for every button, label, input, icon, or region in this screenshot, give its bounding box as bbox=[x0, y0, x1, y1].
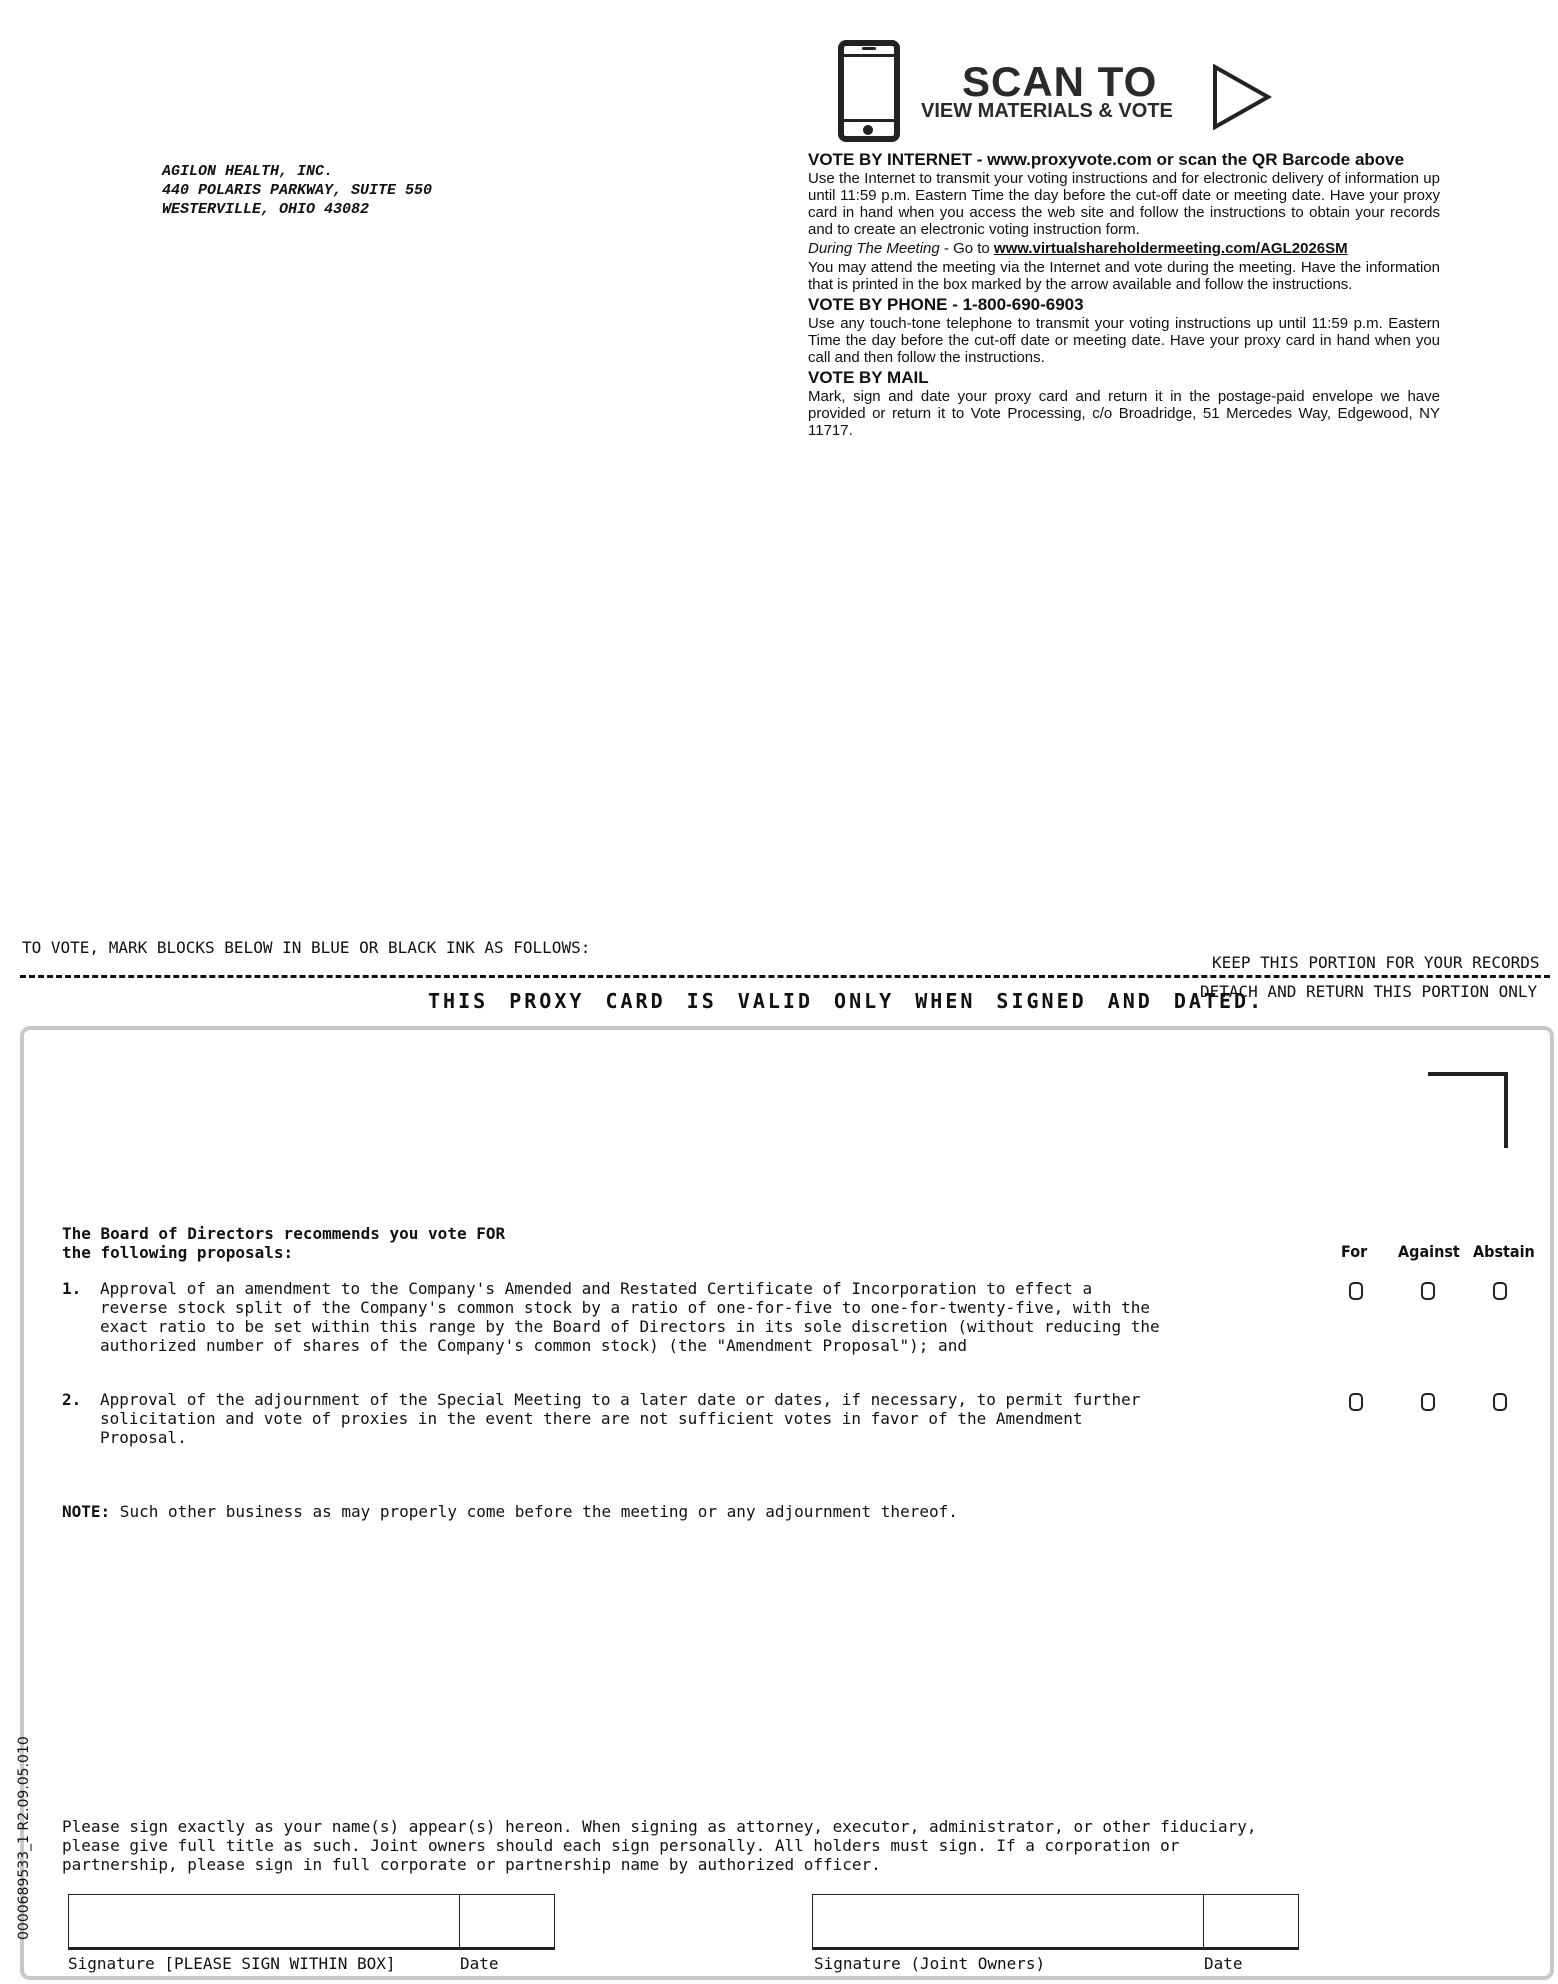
proposal-line: authorized number of shares of the Company's common stock) (the "Amendment Proposal"); and bbox=[100, 1336, 967, 1355]
proposal-1-abstain-checkbox[interactable] bbox=[1493, 1282, 1507, 1300]
proposal-line: reverse stock split of the Company's common stock by a ratio of one-for-five to one-for-twenty-five, with the bbox=[100, 1298, 1150, 1317]
company-address-line2: WESTERVILLE, OHIO 43082 bbox=[162, 201, 370, 218]
vote-internet-text: Use the Internet to transmit your voting instructions and for electronic delivery of information up until 11:59 p.m. Eastern Time the day before the cut-off date or meeting date. Have your proxy card in hand when you access the web site and follow the instructions to obtain your records and to create an electronic voting instruction form. bbox=[808, 170, 1440, 238]
meeting-goto: - Go to bbox=[939, 240, 994, 257]
note-label: NOTE: bbox=[62, 1502, 111, 1521]
vote-meeting-text: You may attend the meeting via the Internet and vote during the meeting. Have the information that is printed in the box marked by the arrow available and follow the instructions. bbox=[808, 259, 1440, 293]
signature-box[interactable] bbox=[68, 1894, 460, 1950]
proposal-1-against-checkbox[interactable] bbox=[1421, 1282, 1435, 1300]
board-line-1: The Board of Directors recommends you vote FOR bbox=[62, 1224, 506, 1243]
joint-signature-box[interactable] bbox=[812, 1894, 1204, 1950]
joint-date-label: Date bbox=[1204, 1954, 1243, 1973]
proposal-2-against-checkbox[interactable] bbox=[1421, 1393, 1435, 1411]
vote-phone-heading: VOTE BY PHONE - 1-800-690-6903 bbox=[808, 295, 1084, 314]
phone-icon bbox=[838, 40, 900, 142]
detach-line bbox=[20, 975, 1550, 978]
side-control-code: 0000689533_1 R2.09.05.010 bbox=[16, 1736, 32, 1940]
company-address-line1: 440 POLARIS PARKWAY, SUITE 550 bbox=[162, 182, 433, 199]
proposal-number: 1. bbox=[62, 1279, 82, 1298]
signature-date-label: Date bbox=[460, 1954, 499, 1973]
proposal-line: Approval of the adjournment of the Special Meeting to a later date or dates, if necessary, to permit further bbox=[100, 1390, 1141, 1409]
meeting-prefix: During The Meeting bbox=[808, 240, 940, 257]
voting-instructions bbox=[808, 150, 1440, 441]
signature-label: Signature [PLEASE SIGN WITHIN BOX] bbox=[68, 1954, 396, 1973]
to-vote-instruction: TO VOTE, MARK BLOCKS BELOW IN BLUE OR BLACK INK AS FOLLOWS: bbox=[22, 938, 591, 957]
vote-phone-text: Use any touch-tone telephone to transmit your voting instructions up until 11:59 p.m. Eastern Time the day before the cut-off date or meeting date. Have your proxy card in hand when you call and then follow the instructions. bbox=[808, 315, 1440, 366]
note bbox=[62, 1502, 958, 1521]
proposal-1-for-checkbox[interactable] bbox=[1349, 1282, 1363, 1300]
vote-mail-text: Mark, sign and date your proxy card and return it in the postage-paid envelope we have provided or return it to Vote Processing, c/o Broadridge, 51 Mercedes Way, Edgewood, NY 11717. bbox=[808, 388, 1440, 439]
proposal-1 bbox=[62, 1279, 1162, 1355]
board-line-2: the following proposals: bbox=[62, 1243, 294, 1262]
proposal-line: Approval of an amendment to the Company's Amended and Restated Certificate of Incorporation to effect a bbox=[100, 1279, 1093, 1298]
detach-portion-label: DETACH AND RETURN THIS PORTION ONLY bbox=[1200, 982, 1538, 1001]
company-name: AGILON HEALTH, INC. bbox=[162, 163, 334, 180]
proxy-validity-notice: THIS PROXY CARD IS VALID ONLY WHEN SIGNED AND DATED. bbox=[428, 989, 1265, 1013]
board-recommendation bbox=[62, 1224, 505, 1262]
meeting-url-link[interactable]: www.virtualshareholdermeeting.com/AGL2026SM bbox=[993, 240, 1348, 257]
vote-mail-heading: VOTE BY MAIL bbox=[808, 368, 929, 387]
vote-internet-heading: VOTE BY INTERNET - www.proxyvote.com or scan the QR Barcode above bbox=[808, 150, 1405, 169]
signing-line: partnership, please sign in full corporate or partnership name by authorized officer. bbox=[62, 1855, 881, 1874]
proposal-line: solicitation and vote of proxies in the event there are not sufficient votes in favor of the Amendment bbox=[100, 1409, 1083, 1428]
signing-line: Please sign exactly as your name(s) appear(s) hereon. When signing as attorney, executor, administrator, or other fiduciary, bbox=[62, 1817, 1257, 1836]
signature-date-box[interactable] bbox=[460, 1894, 555, 1950]
column-for: For bbox=[1341, 1242, 1368, 1261]
signing-instructions bbox=[62, 1817, 1262, 1874]
proposal-line: exact ratio to be set within this range by the Board of Directors in its sole discretion (without reducing the bbox=[100, 1317, 1160, 1336]
proposal-2-for-checkbox[interactable] bbox=[1349, 1393, 1363, 1411]
joint-date-box[interactable] bbox=[1204, 1894, 1299, 1950]
company-address bbox=[162, 162, 432, 219]
signing-line: please give full title as such. Joint owners should each sign personally. All holders must sign. If a corporation or bbox=[62, 1836, 1180, 1855]
proposal-number: 2. bbox=[62, 1390, 82, 1409]
joint-signature-label: Signature (Joint Owners) bbox=[814, 1954, 1046, 1973]
proposal-line: Proposal. bbox=[100, 1428, 187, 1447]
vote-meeting-line bbox=[808, 240, 1440, 257]
keep-portion-label: KEEP THIS PORTION FOR YOUR RECORDS bbox=[1212, 953, 1540, 972]
play-arrow-icon bbox=[1212, 64, 1272, 130]
column-against: Against bbox=[1398, 1242, 1460, 1261]
scan-title: SCAN TO bbox=[962, 58, 1158, 105]
note-text: Such other business as may properly come before the meeting or any adjournment thereof. bbox=[110, 1502, 958, 1521]
scan-subtitle: VIEW MATERIALS & VOTE bbox=[921, 100, 1173, 122]
proposal-2-abstain-checkbox[interactable] bbox=[1493, 1393, 1507, 1411]
column-abstain: Abstain bbox=[1473, 1242, 1535, 1261]
proposal-2 bbox=[62, 1390, 1162, 1447]
corner-mark bbox=[1428, 1072, 1508, 1148]
